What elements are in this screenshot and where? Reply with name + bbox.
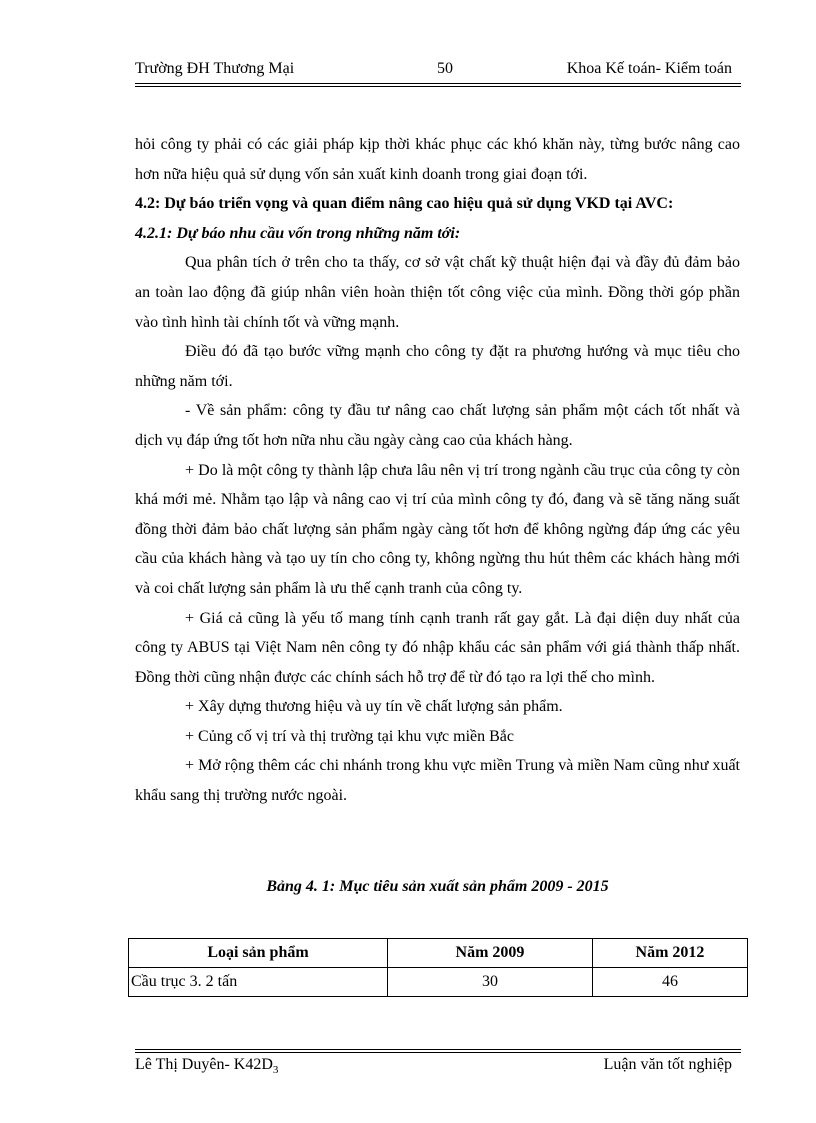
header-rule-thin — [135, 86, 741, 87]
school-name: Trường ĐH Thương Mại — [135, 60, 295, 77]
paragraph: Điều đó đã tạo bước vững mạnh cho công ty đặt ra phương hướng và mục tiêu cho những năm tới. — [135, 343, 740, 390]
paragraph: + Giá cả cũng là yếu tố mang tính cạnh tranh rất gay gắt. Là đại diện duy nhất của công ty ABUS tại Việt Nam nên công ty đó nhập khẩu các sản phẩm với giá thành thấp nhất. Đồng thời cũng nhận được các chính sách hỗ trợ để từ đó tạo ra lợi thế cho mình. — [135, 609, 740, 686]
column-header: Năm 2009 — [388, 939, 593, 968]
column-header: Loại sản phẩm — [129, 939, 388, 968]
paragraph: hỏi công ty phải có các giải pháp kịp thời khác phục các khó khăn này, từng bước nâng cao hơn nữa hiệu quả sử dụng vốn sản xuất kinh doanh trong giai đoạn tới. — [135, 136, 740, 183]
header-rule-thick — [135, 83, 741, 84]
footer-rule-thin — [135, 1049, 741, 1050]
column-header: Năm 2012 — [593, 939, 748, 968]
paragraph: - Về sản phẩm: công ty đầu tư nâng cao chất lượng sản phẩm một cách tốt nhất và dịch vụ đáp ứng tốt hơn nữa nhu cầu ngày càng cao của khách hàng. — [135, 402, 740, 449]
page-header — [135, 60, 740, 82]
table-cell: Cầu trục 3. 2 tấn — [129, 968, 388, 997]
page-number: 50 — [437, 60, 453, 77]
table-row — [129, 968, 748, 997]
footer-rule-thick — [135, 1052, 741, 1053]
production-target-table — [128, 938, 748, 997]
table-cell: 46 — [593, 968, 748, 997]
page-body — [135, 130, 740, 811]
paragraph: + Mở rộng thêm các chi nhánh trong khu vực miền Trung và miền Nam cũng như xuất khẩu sang thị trường nước ngoài. — [135, 757, 740, 805]
paragraph: + Xây dựng thương hiệu và uy tín về chất lượng sản phẩm. — [185, 698, 563, 716]
paragraph: + Do là một công ty thành lập chưa lâu nên vị trí trong ngành cầu trục của công ty còn khá mới mẻ. Nhằm tạo lập và nâng cao vị trí của mình công ty đó, đang và sẽ tăng năng suất đồng thời đảm bảo chất lượng sản phẩm ngày càng tốt hơn để không ngừng đáp ứng các yêu cầu của khách hàng và tạo uy tín cho công ty, không ngừng thu hút thêm các khách hàng mới và coi chất lượng sản phẩm là ưu thế cạnh tranh của công ty. — [135, 461, 740, 597]
table-caption: Bảng 4. 1: Mục tiêu sản xuất sản phẩm 2009 - 2015 — [266, 878, 609, 895]
class-subscript: 3 — [272, 1064, 279, 1077]
table-cell: 30 — [388, 968, 593, 997]
section-heading: 4.2: Dự báo triển vọng và quan điểm nâng cao hiệu quả sử dụng VKD tại AVC: — [135, 195, 674, 213]
document-type: Luận văn tốt nghiệp — [603, 1056, 732, 1073]
author-name: Lê Thị Duyên- $K42D_3$ — [135, 1056, 279, 1077]
subsection-heading: 4.2.1: Dự báo nhu cầu vốn trong những năm tới: — [135, 224, 461, 242]
paragraph: Qua phân tích ở trên cho ta thấy, cơ sở vật chất kỹ thuật hiện đại và đầy đủ đảm bảo an toàn lao động đã giúp nhân viên hoàn thiện tốt công việc của mình. Đồng thời góp phần vào tình hình tài chính tốt và vững mạnh. — [135, 254, 740, 331]
paragraph: + Củng cố vị trí và thị trường tại khu vực miền Bắc — [185, 727, 514, 745]
table-header-row — [129, 939, 748, 968]
department-name: Khoa Kế toán- Kiểm toán — [566, 60, 732, 77]
